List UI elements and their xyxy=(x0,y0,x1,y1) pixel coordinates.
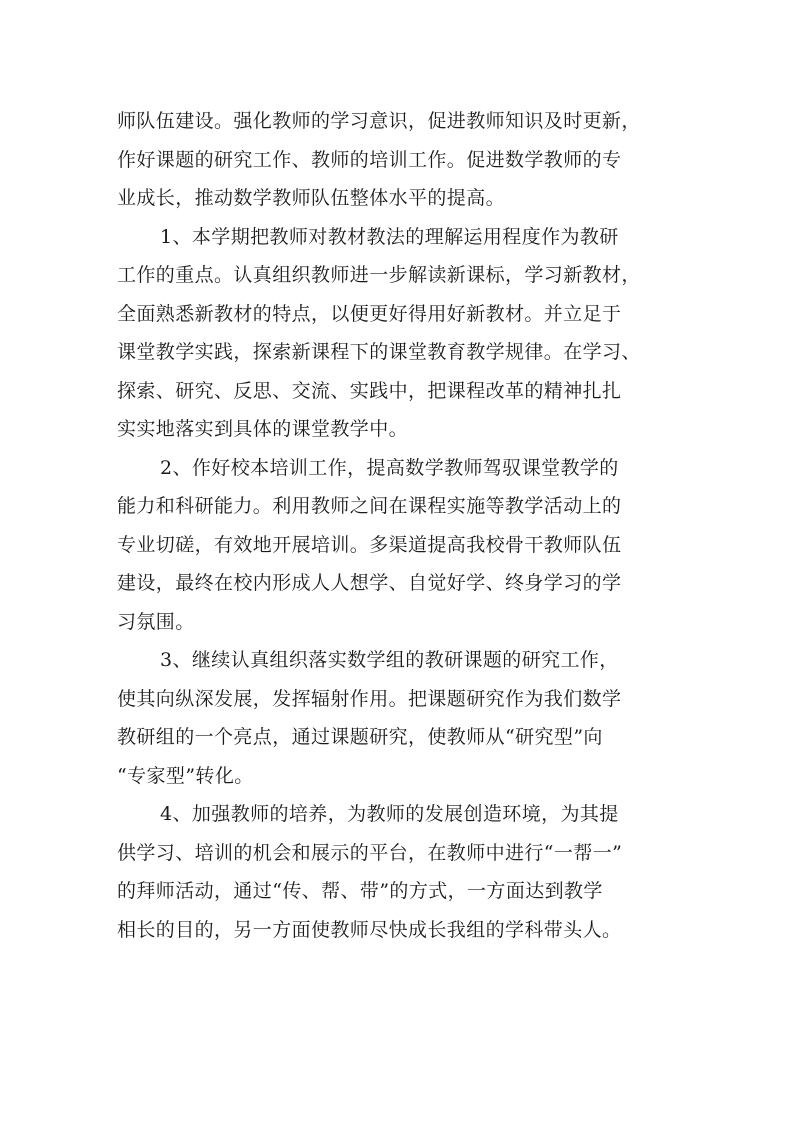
text-line: 实实地落实到具体的课堂教学中。 xyxy=(117,418,409,440)
paragraph-4-first-line: 4、加强教师的培养，为教师的发展创造环境，为其提 xyxy=(160,803,619,825)
text-line: 作好课题的研究工作、教师的培训工作。促进数学教师的专 xyxy=(117,148,622,171)
text-line: 相长的目的，另一方面使教师尽快成长我组的学科带头人。 xyxy=(117,918,622,941)
text-line: 的拜师活动，通过“传、帮、带”的方式，一方面达到教学 xyxy=(117,880,603,902)
document-body xyxy=(117,102,682,949)
paragraph-2-first-line: 2、作好校本培训工作，提高数学教师驾驭课堂教学的 xyxy=(160,456,619,479)
text-line: 工作的重点。认真组织教师进一步解读新课标，学习新教材， xyxy=(117,264,641,286)
text-line: 建设，最终在校内形成人人想学、自觉好学、终身学习的学 xyxy=(117,572,622,594)
paragraph-3-first-line: 3、继续认真组织落实数学组的教研课题的研究工作， xyxy=(160,649,619,671)
text-line: 教研组的一个亮点，通过课题研究，使教师从“研究型”向 xyxy=(117,726,603,748)
text-line: 使其向纵深发展，发挥辐射作用。把课题研究作为我们数学 xyxy=(117,687,622,710)
text-line: 能力和科研能力。利用教师之间在课程实施等教学活动上的 xyxy=(117,495,622,517)
text-line: 师队伍建设。强化教师的学习意识，促进教师知识及时更新， xyxy=(117,110,641,132)
text-line: 业成长，推动数学教师队伍整体水平的提高。 xyxy=(117,187,506,209)
text-line: 习氛围。 xyxy=(117,610,195,633)
text-line: 探索、研究、反思、交流、实践中，把课程改革的精神扎扎 xyxy=(117,379,622,402)
text-line: 专业切磋，有效地开展培训。多渠道提高我校骨干教师队伍 xyxy=(117,533,622,556)
text-line: 课堂教学实践，探索新课程下的课堂教育教学规律。在学习、 xyxy=(117,341,641,363)
text-line: “专家型”转化。 xyxy=(117,764,254,787)
text-line: 全面熟悉新教材的特点，以便更好得用好新教材。并立足于 xyxy=(117,302,622,325)
paragraph-1-first-line: 1、本学期把教师对教材教法的理解运用程度作为教研 xyxy=(160,225,619,248)
text-line: 供学习、培训的机会和展示的平台，在教师中进行“一帮一” xyxy=(117,841,623,864)
